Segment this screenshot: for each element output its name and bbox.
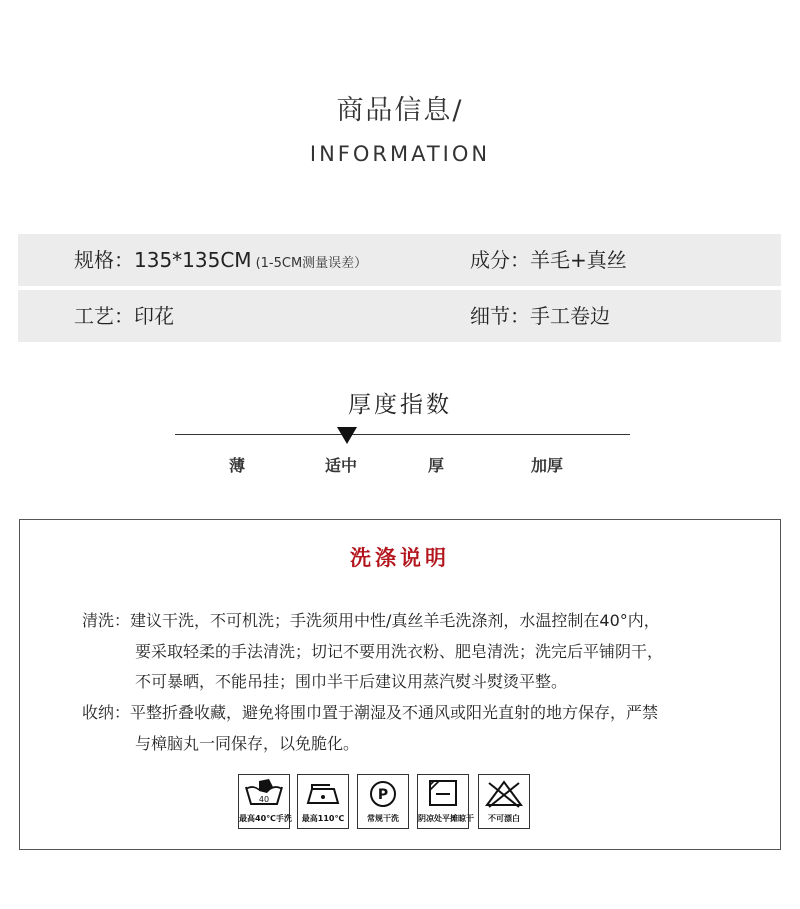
- spec-row-1: [18, 234, 781, 286]
- spec-size-label: 规格：135*135CM: [74, 248, 252, 272]
- care-no-bleach: [478, 774, 530, 829]
- svg-text:P: P: [377, 787, 389, 803]
- care-hand-wash-label: 最高40℃手洗: [239, 814, 292, 823]
- thickness-level-thin: 薄: [229, 456, 246, 475]
- page-subtitle: INFORMATION: [309, 142, 491, 166]
- thickness-level-thick: 厚: [428, 456, 445, 475]
- svg-text:40: 40: [258, 795, 270, 804]
- storage-line-1: 收纳：平整折叠收藏，避免将围巾置于潮湿及不通风或阳光直射的地方保存，严禁: [82, 703, 659, 722]
- spec-row-2: [18, 290, 781, 342]
- washing-line-3: 不可暴晒，不能吊挂；围巾半干后建议用蒸汽熨斗熨烫平整。: [135, 672, 568, 691]
- care-no-bleach-label: 不可漂白: [488, 814, 520, 823]
- no-bleach-icon: [479, 777, 529, 809]
- shade-dry-flat-icon: [418, 777, 468, 809]
- iron-icon: [298, 777, 348, 809]
- thickness-level-extra-thick: 加厚: [531, 456, 564, 475]
- spec-size: [74, 234, 367, 286]
- hand-wash-icon: [239, 777, 289, 809]
- washing-instructions-panel: [19, 519, 781, 850]
- care-shade-dry-label: 阴凉处平摊晾干: [418, 814, 474, 823]
- care-shade-dry: [417, 774, 474, 829]
- spec-craft: 工艺：印花: [74, 304, 174, 328]
- washing-line-2: 要采取轻柔的手法清洗；切记不要用洗衣粉、肥皂清洗；洗完后平铺阴干，: [135, 642, 664, 661]
- page-title: 商品信息/: [336, 95, 464, 126]
- spec-detail: 细节：手工卷边: [470, 304, 610, 328]
- thickness-marker-icon: [337, 427, 357, 444]
- spec-material: 成分：羊毛+真丝: [470, 248, 627, 272]
- care-dry-clean-label: 常规干洗: [367, 814, 399, 823]
- spec-size-note: (1-5CM测量误差）: [255, 256, 368, 271]
- thickness-scale-line: [175, 434, 630, 435]
- storage-line-2: 与樟脑丸一同保存，以免脆化。: [135, 734, 360, 753]
- care-hand-wash: [238, 774, 290, 829]
- dry-clean-p-icon: [358, 777, 408, 809]
- care-dry-clean: [357, 774, 409, 829]
- washing-title: 洗涤说明: [350, 546, 450, 570]
- washing-line-1: 清洗：建议干洗，不可机洗；手洗须用中性/真丝羊毛洗涤剂，水温控制在40°内，: [82, 611, 660, 630]
- care-iron-label: 最高110℃: [301, 814, 345, 823]
- care-iron: [297, 774, 349, 829]
- thickness-level-medium: 适中: [325, 456, 358, 475]
- thickness-title: 厚度指数: [348, 392, 452, 418]
